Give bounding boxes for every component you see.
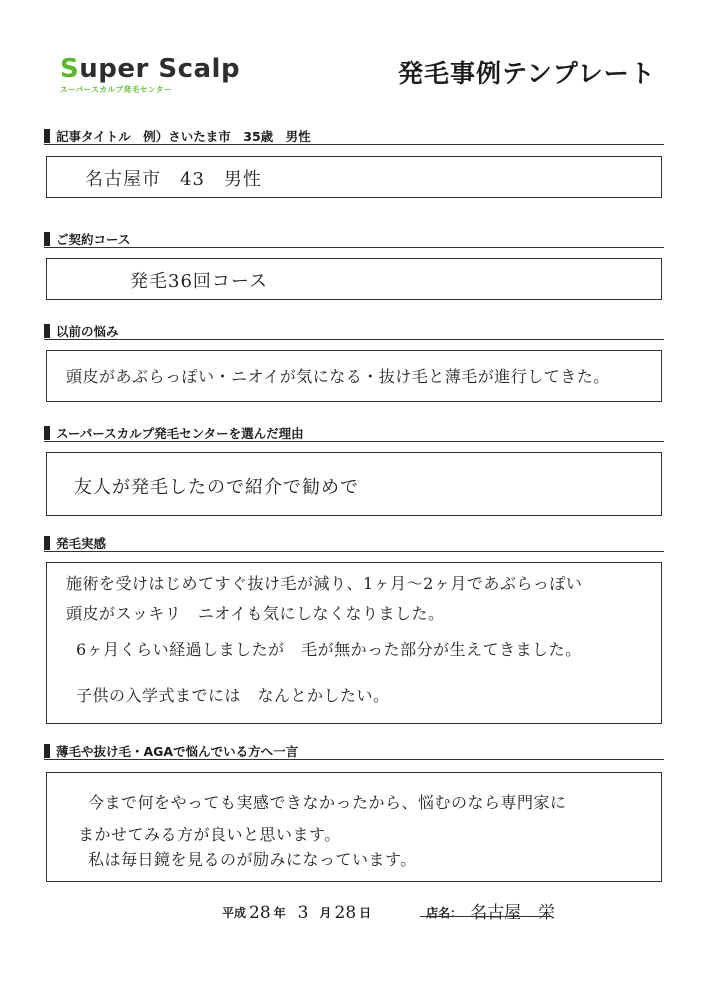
section-label-message: 薄毛や抜け毛・AGAで悩んでいる方へ一言: [44, 742, 298, 760]
section-rule: [44, 759, 664, 760]
store-underline: [420, 916, 550, 917]
store-name: 名古屋 栄: [470, 903, 556, 923]
handwritten-results-line: 子供の入学式までには なんとかしたい。: [76, 686, 390, 705]
section-label-article-title: 記事タイトル 例）さいたま市 35歳 男性: [44, 127, 311, 145]
handwritten-article-title: 名古屋市 43 男性: [85, 169, 262, 190]
section-label-previous-concerns: 以前の悩み: [44, 322, 119, 340]
section-rule: [44, 247, 664, 248]
section-marker: [44, 426, 50, 440]
handwritten-previous-concerns: 頭皮があぶらっぽい・ニオイが気になる・抜け毛と薄毛が進行してきた。: [66, 367, 610, 386]
section-rule: [44, 551, 664, 552]
handwritten-results-line: 頭皮がスッキリ ニオイも気にしなくなりました。: [66, 604, 445, 623]
handwritten-reason: 友人が発毛したので紹介で勧めで: [74, 477, 359, 498]
handwritten-course: 発毛36回コース: [130, 271, 269, 292]
handwritten-message-line: 今まで何をやっても実感できなかったから、悩むのなら専門家に: [88, 793, 567, 812]
handwritten-message-line: まかせてみる方が良いと思います。: [78, 825, 341, 844]
section-marker: [44, 324, 50, 338]
section-rule: [44, 144, 664, 145]
date-day: 28: [334, 903, 357, 923]
section-marker: [44, 536, 50, 550]
logo-wordmark: Super Scalp: [60, 54, 241, 84]
date-month-label: 月: [319, 906, 332, 920]
section-marker: [44, 744, 50, 758]
date-year: 28: [249, 903, 271, 923]
section-label-results: 発毛実感: [44, 534, 106, 552]
date-day-label: 日: [359, 906, 372, 920]
section-rule: [44, 441, 664, 442]
date-era: 平成: [222, 906, 247, 920]
date-year-label: 年: [273, 906, 286, 920]
logo-subtitle: スーパースカルプ発毛センター: [60, 85, 172, 94]
date-month: 3: [297, 903, 309, 923]
handwritten-message-line: 私は毎日鏡を見るのが励みになっています。: [88, 850, 417, 869]
store-label: 店名：: [426, 906, 463, 920]
logo: [60, 56, 240, 95]
section-rule: [44, 339, 664, 340]
section-marker: [44, 129, 50, 143]
handwritten-results-line: 施術を受けはじめてすぐ抜け毛が減り、1ヶ月〜2ヶ月であぶらっぽい: [66, 574, 583, 593]
section-label-reason: スーパースカルプ発毛センターを選んだ理由: [44, 424, 304, 442]
document-title: 発毛事例テンプレート: [398, 59, 656, 88]
section-marker: [44, 232, 50, 246]
section-label-course: ご契約コース: [44, 230, 130, 248]
handwritten-results-line: 6ヶ月くらい経過しましたが 毛が無かった部分が生えてきました。: [76, 640, 582, 659]
date-and-store: [222, 896, 558, 921]
